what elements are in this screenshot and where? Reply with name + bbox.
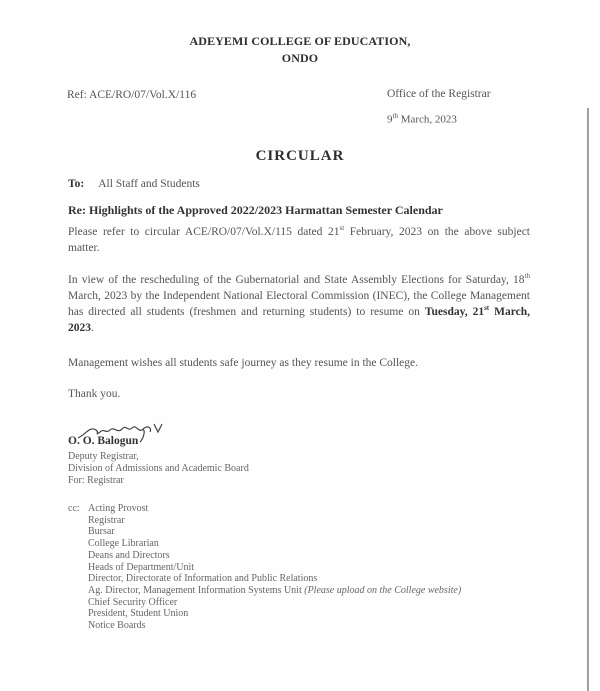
cc-recipient: Chief Security Officer [88, 596, 178, 608]
signer-name: O. O. Balogun [68, 435, 139, 447]
cc-recipient: Acting Provost [88, 503, 149, 514]
to-label: To: [68, 178, 85, 190]
upload-note: (Please upload on the College website) [304, 584, 462, 596]
subject-line: Re: Highlights of the Approved 2022/2023 Harmattan Semester Calendar [68, 203, 443, 217]
institution-name: ADEYEMI COLLEGE OF EDUCATION, [189, 34, 411, 48]
cc-recipient: President, Student Union [88, 608, 189, 620]
resumption-date: Tuesday, 21st March, 2023 [68, 304, 530, 334]
signer-title: Deputy Registrar, [68, 451, 139, 462]
cc-recipient: Heads of Department/Unit [88, 561, 195, 573]
signer-division: Division of Admissions and Academic Board [68, 463, 249, 474]
cc-recipient: Deans and Directors [88, 549, 170, 561]
cc-label: cc: [68, 503, 80, 514]
issuing-office: Office of the Registrar [387, 88, 491, 100]
paragraph-wishes: Management wishes all students safe journey as they resume in the College. [68, 357, 419, 369]
cc-recipient-list [88, 503, 461, 632]
page-edge-shadow [587, 108, 589, 691]
paragraph-resumption: In view of the rescheduling of the Gubernatorial and State Assembly Elections for Saturday, 18th March, 2023 by the Independent National Electoral Commission (INEC), the College Management has directed all students (freshmen and returning students) to resume on Tuesday, 21st March, 2023. [68, 272, 530, 334]
cc-recipient: Notice Boards [88, 620, 146, 632]
reference-number: Ref: ACE/RO/07/Vol.X/116 [67, 89, 197, 101]
cc-recipient: Bursar [88, 526, 115, 538]
closing-thanks: Thank you. [68, 388, 121, 400]
issue-date: 9th March, 2023 [387, 112, 457, 126]
to-value: All Staff and Students [98, 178, 200, 190]
document-title: CIRCULAR [255, 148, 345, 164]
cc-recipient: College Librarian [88, 538, 159, 550]
recipient-line [68, 178, 200, 190]
institution-location: ONDO [281, 51, 319, 65]
cc-recipient: Ag. Director, Management Information Systems Unit (Please upload on the College website) [88, 584, 462, 596]
cc-recipient: Registrar [88, 514, 125, 526]
signer-on-behalf: For: Registrar [68, 475, 124, 486]
cc-recipient: Director, Directorate of Information and Public Relations [88, 573, 318, 585]
paragraph-reference: Please refer to circular ACE/RO/07/Vol.X/115 dated 21st February, 2023 on the above subject matter. [68, 224, 530, 254]
